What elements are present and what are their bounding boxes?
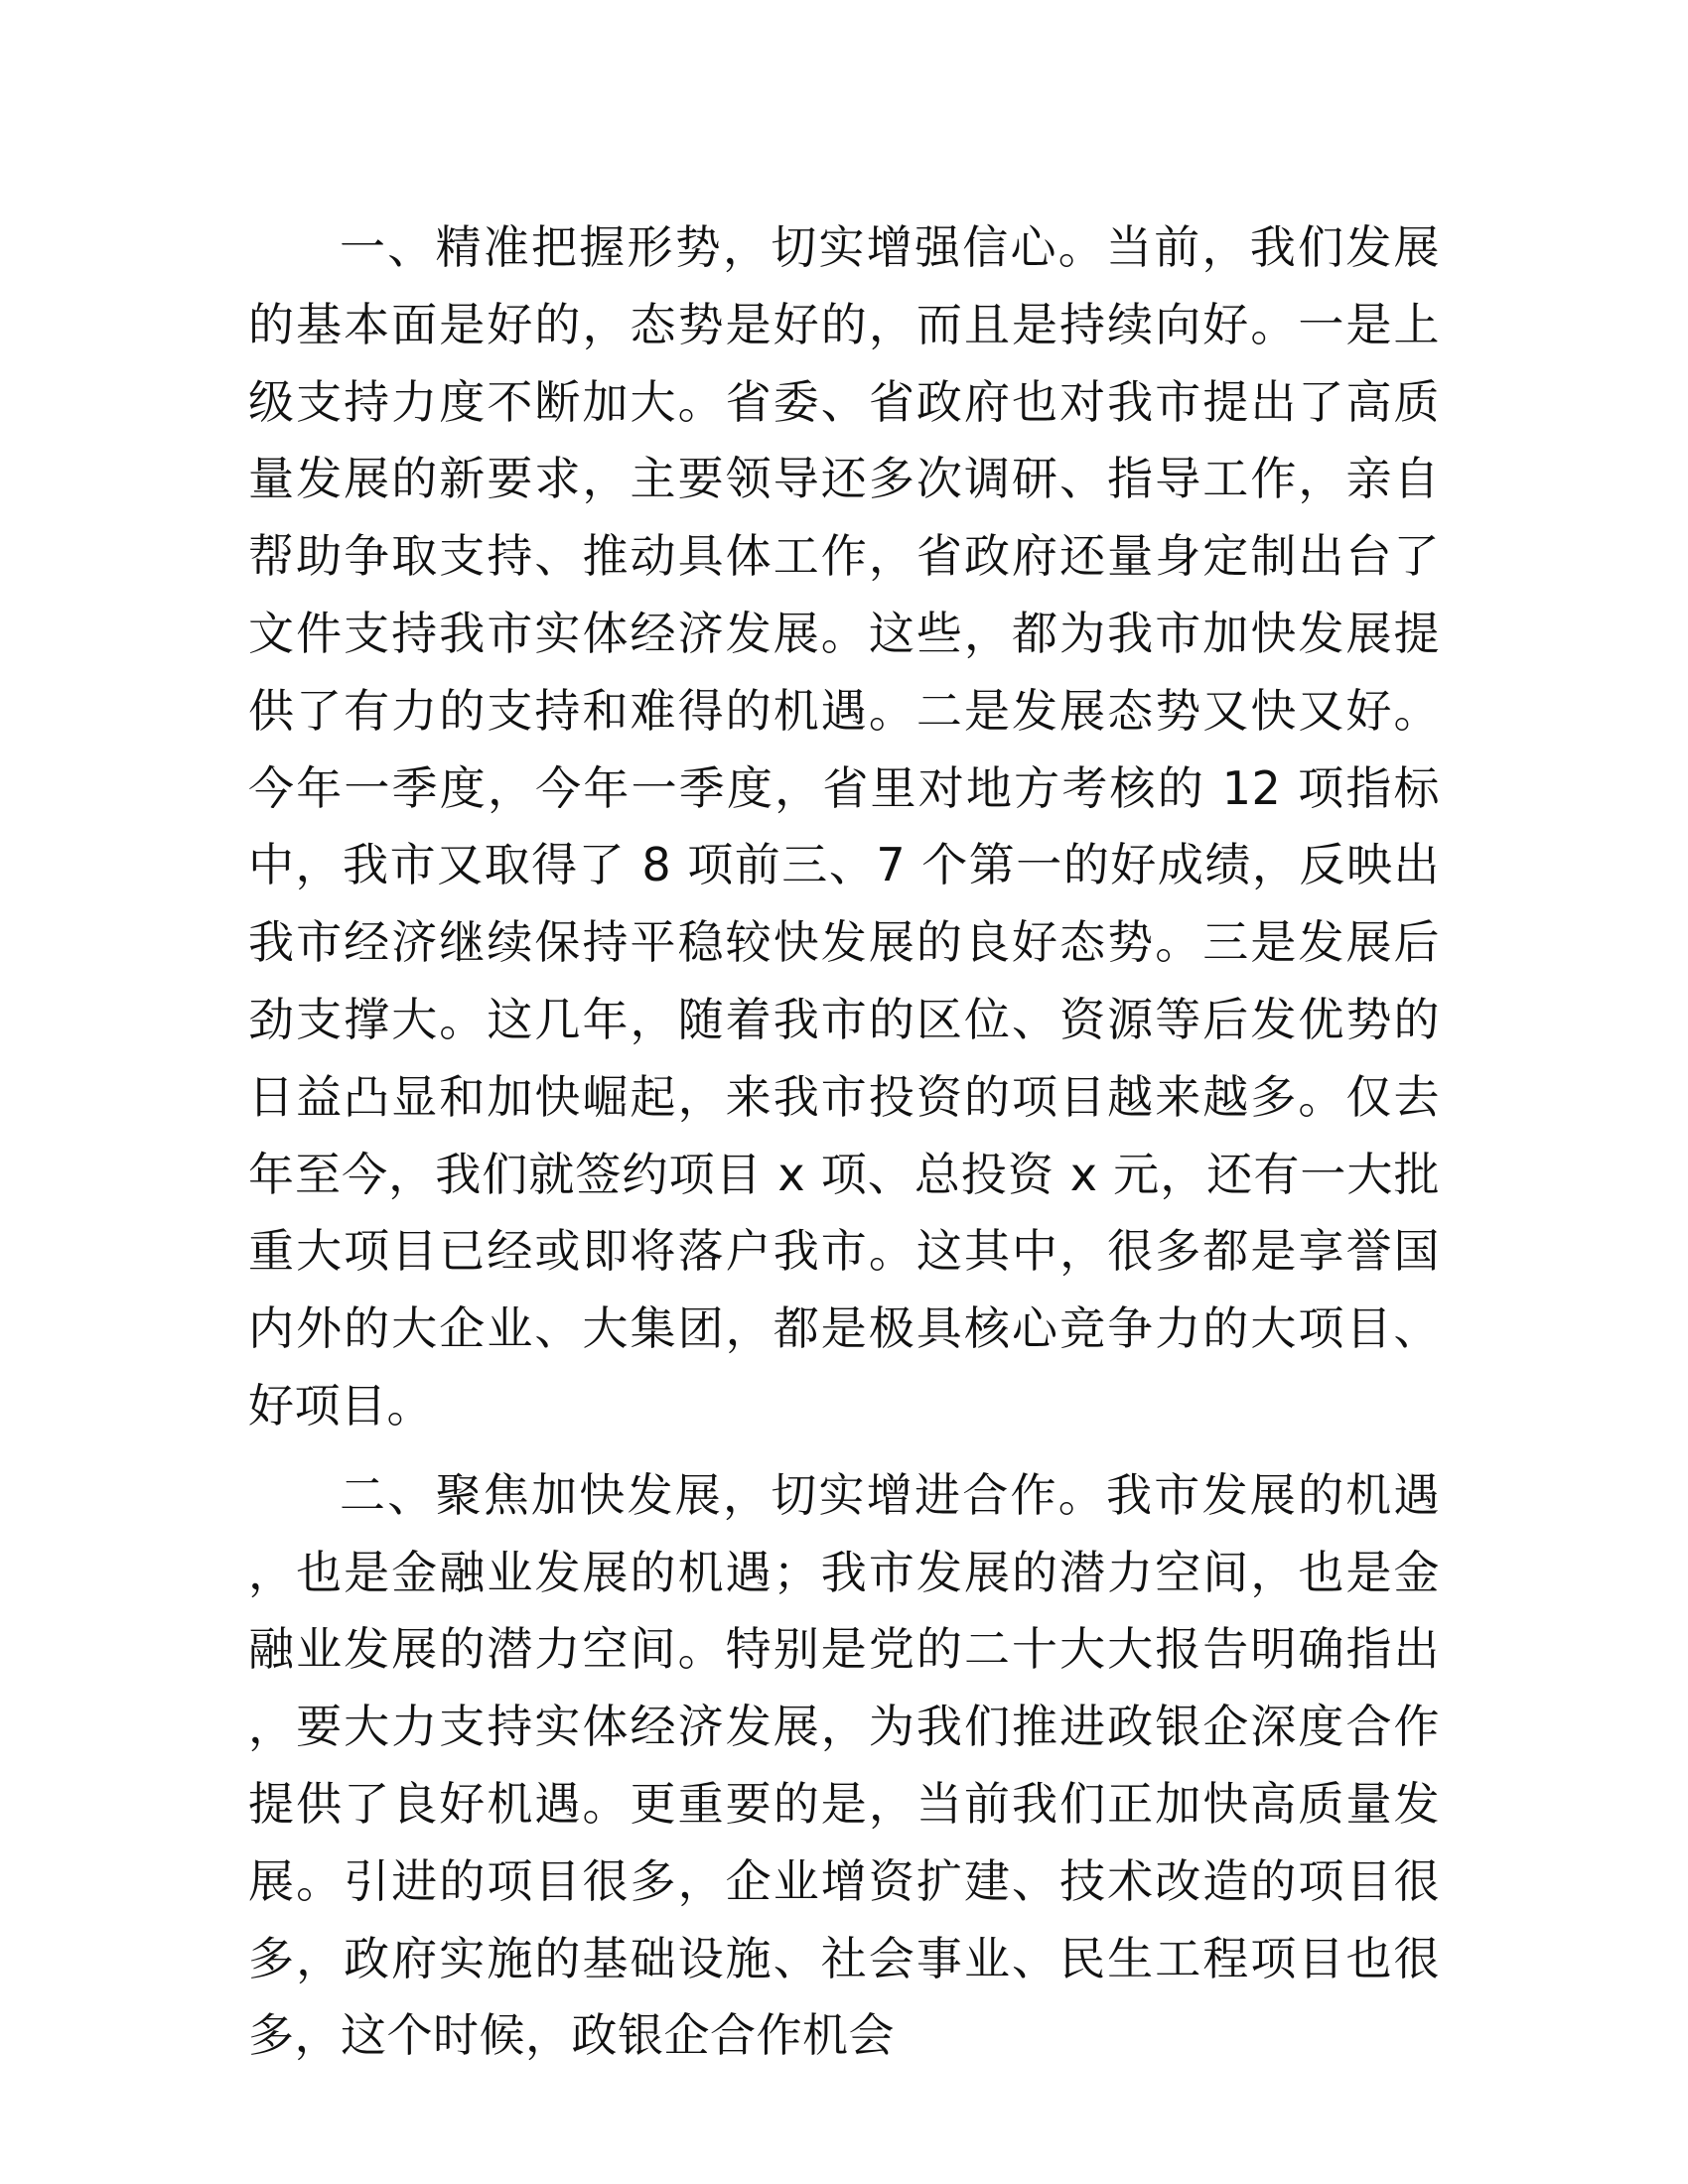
document-body (248, 209, 1440, 2075)
paragraph-situation: 一、精准把握形势，切实增强信心。当前，我们发展的基本面是好的，态势是好的，而且是持续向好。一是上级支持力度不断加大。省委、省政府也对我市提出了高质量发展的新要求，主要领导还多次调研、指导工作，亲自帮助争取支持、推动具体工作，省政府还量身定制出台了文件支持我市实体经济发展。这些，都为我市加快发展提供了有力的支持和难得的机遇。二是发展态势又快又好。今年一季度，今年一季度，省里对地方考核的 12 项指标中，我市又取得了 8 项前三、7 个第一的好成绩，反映出我市经济继续保持平稳较快发展的良好态势。三是发展后劲支撑大。这几年，随着我市的区位、资源等后发优势的日益凸显和加快崛起，来我市投资的项目越来越多。仅去年至今，我们就签约项目 x 项、总投资 x 元，还有一大批重大项目已经或即将落户我市。这其中，很多都是享誉国内外的大企业、大集团，都是极具核心竞争力的大项目、好项目。 (248, 220, 1440, 1433)
paragraph-cooperation: 二、聚焦加快发展，切实增进合作。我市发展的机遇，也是金融业发展的机遇；我市发展的潜力空间，也是金融业发展的潜力空间。特别是党的二十大大报告明确指出，要大力支持实体经济发展，为我们推进政银企深度合作提供了良好机遇。更重要的是，当前我们正加快高质量发展。引进的项目很多，企业增资扩建、技术改造的项目很多，政府实施的基础设施、社会事业、民生工程项目也很多，这个时候，政银企合作机会 (248, 1467, 1440, 2063)
